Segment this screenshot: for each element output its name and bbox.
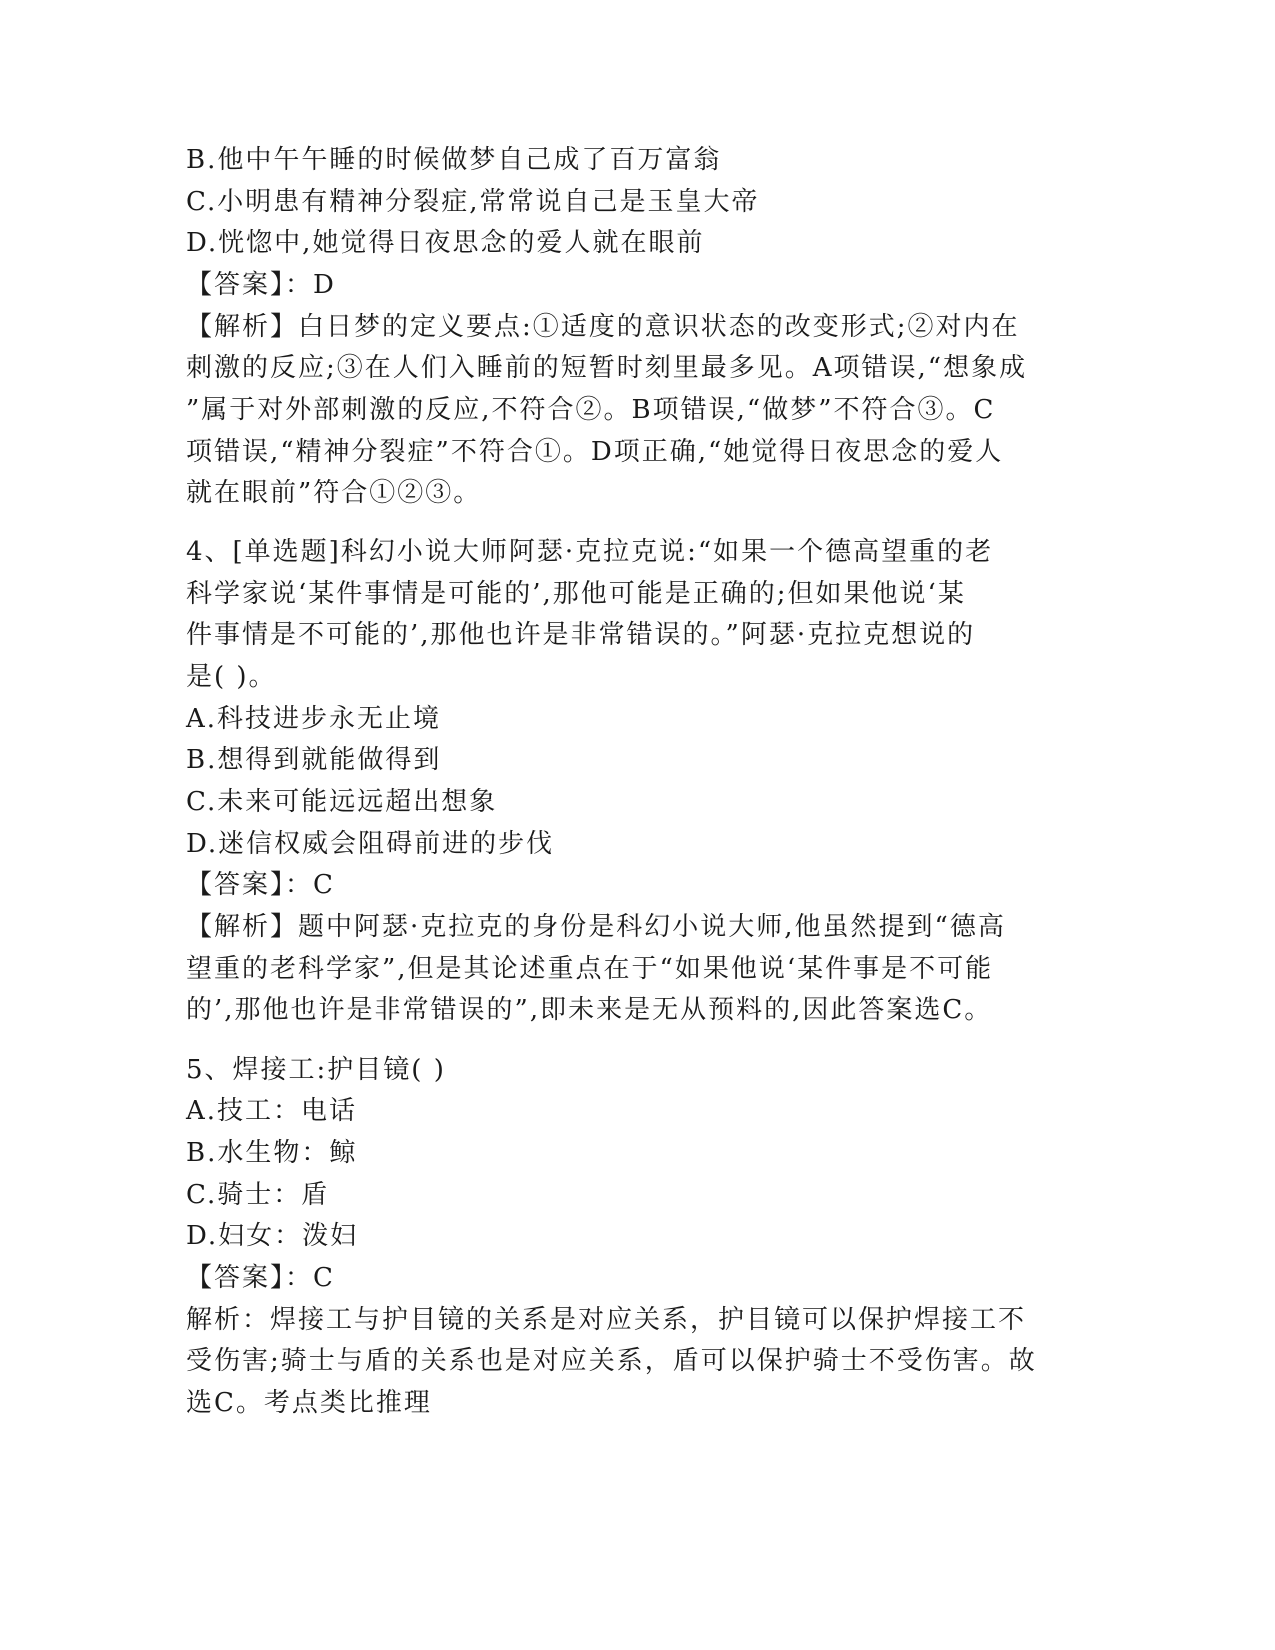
- q5-option-b: B.水生物：鲸: [186, 1138, 358, 1168]
- q4-stem-line: 科学家说‘某件事情是可能的’,那他可能是正确的;但如果他说‘某: [186, 579, 966, 609]
- q3-analysis-line: ”属于对外部刺激的反应,不符合②。B项错误,“做梦”不符合③。C: [186, 395, 996, 425]
- q4-analysis-line: 【解析】题中阿瑟·克拉克的身份是科幻小说大师,他虽然提到“德高: [186, 912, 1006, 942]
- q5-analysis-line: 解析：焊接工与护目镜的关系是对应关系，护目镜可以保护焊接工不: [186, 1305, 1027, 1335]
- q3-analysis-line: 就在眼前”符合①②③。: [186, 478, 482, 508]
- q3-option-c: C.小明患有精神分裂症,常常说自己是玉皇大帝: [186, 187, 760, 217]
- q5-analysis-line: 选C。考点类比推理: [186, 1388, 432, 1418]
- q5-answer: 【答案】：C: [186, 1263, 335, 1293]
- q5-analysis-line: 受伤害;骑士与盾的关系也是对应关系，盾可以保护骑士不受伤害。故: [186, 1346, 1037, 1376]
- q4-option-c: C.未来可能远远超出想象: [186, 787, 498, 817]
- q4-stem-line: 是( )。: [186, 662, 277, 692]
- q3-analysis-line: 项错误,“精神分裂症”不符合①。D项正确,“她觉得日夜思念的爱人: [186, 437, 1004, 467]
- q5-stem: 5、焊接工:护目镜( ): [186, 1055, 446, 1085]
- q3-analysis-line: 刺激的反应;③在人们入睡前的短暂时刻里最多见。A项错误,“想象成: [186, 353, 1028, 383]
- q3-option-d: D.恍惚中,她觉得日夜思念的爱人就在眼前: [186, 228, 705, 258]
- q4-analysis-line: 的’,那他也许是非常错误的”,即未来是无从预料的,因此答案选C。: [186, 995, 993, 1025]
- q3-analysis-line: 【解析】白日梦的定义要点:①适度的意识状态的改变形式;②对内在: [186, 312, 1020, 342]
- q4-answer: 【答案】：C: [186, 870, 335, 900]
- q3-option-b: B.他中午午睡的时候做梦自己成了百万富翁: [186, 145, 722, 175]
- q4-option-b: B.想得到就能做得到: [186, 745, 442, 775]
- q5-option-c: C.骑士：盾: [186, 1180, 330, 1210]
- q4-option-d: D.迷信权威会阻碍前进的步伐: [186, 829, 555, 859]
- q4-option-a: A.科技进步永无止境: [186, 704, 442, 734]
- q3-answer: 【答案】：D: [186, 270, 336, 300]
- q4-stem-line: 件事情是不可能的’,那他也许是非常错误的。”阿瑟·克拉克想说的: [186, 620, 976, 650]
- q4-stem-line: 4、[单选题]科幻小说大师阿瑟·克拉克说:“如果一个德高望重的老: [186, 537, 994, 567]
- q4-analysis-line: 望重的老科学家”,但是其论述重点在于“如果他说‘某件事是不可能: [186, 954, 994, 984]
- q5-option-d: D.妇女：泼妇: [186, 1221, 359, 1251]
- q5-option-a: A.技工：电话: [186, 1096, 358, 1126]
